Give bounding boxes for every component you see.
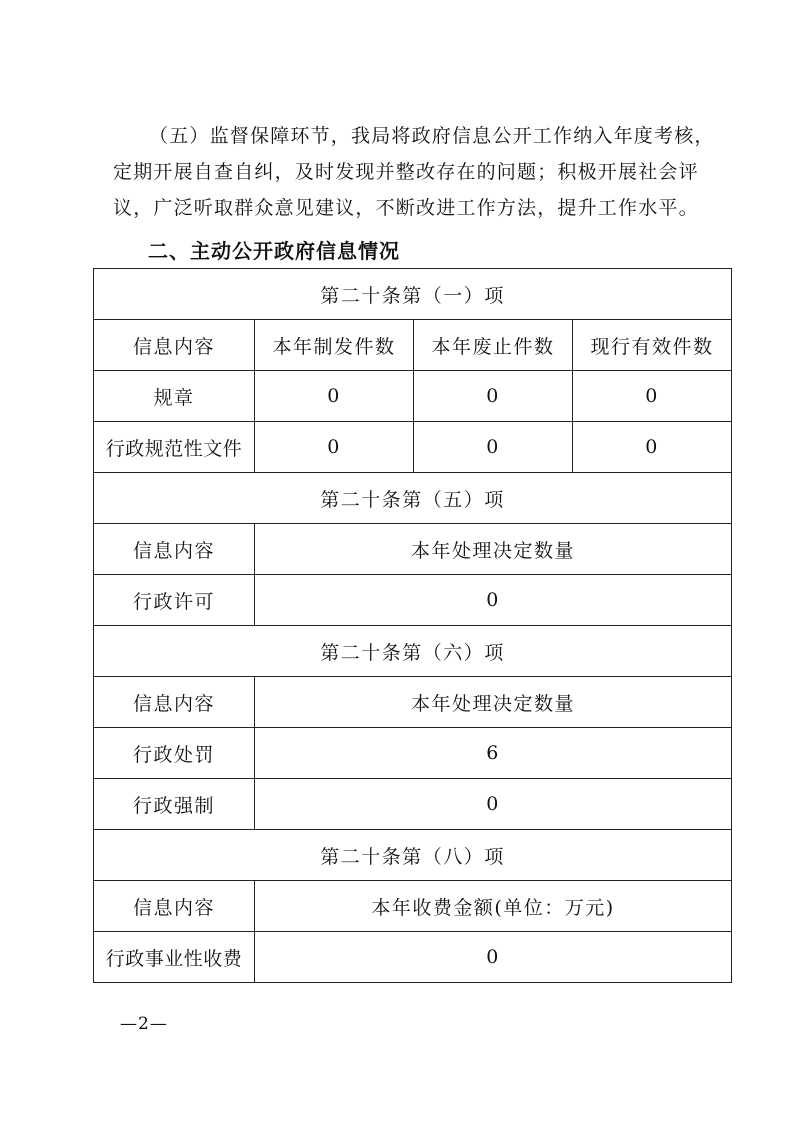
row-value: 0 xyxy=(573,371,732,422)
table-header-row xyxy=(94,524,732,575)
row-value: 0 xyxy=(414,422,573,473)
table-header-row xyxy=(94,320,732,371)
header-cell: 信息内容 xyxy=(94,320,255,371)
header-cell: 信息内容 xyxy=(94,524,255,575)
table-row xyxy=(94,728,732,779)
table-row xyxy=(94,575,732,626)
disclosure-table xyxy=(93,268,732,983)
header-cell: 本年废止件数 xyxy=(414,320,573,371)
section-title-row xyxy=(94,626,732,677)
header-cell: 信息内容 xyxy=(94,881,255,932)
header-cell: 本年制发件数 xyxy=(255,320,414,371)
section-title: 第二十条第（八）项 xyxy=(94,830,732,881)
section-heading: 二、主动公开政府信息情况 xyxy=(148,239,400,263)
table-row xyxy=(94,779,732,830)
row-value: 6 xyxy=(255,728,732,779)
table-row xyxy=(94,932,732,983)
table-header-row xyxy=(94,677,732,728)
section-title: 第二十条第（六）项 xyxy=(94,626,732,677)
header-cell: 信息内容 xyxy=(94,677,255,728)
row-value: 0 xyxy=(255,932,732,983)
intro-paragraph xyxy=(113,118,725,226)
table-row xyxy=(94,371,732,422)
row-label: 规章 xyxy=(94,371,255,422)
section-title-row xyxy=(94,473,732,524)
row-label: 行政规范性文件 xyxy=(94,422,255,473)
paragraph-line-3: 议，广泛听取群众意见建议，不断改进工作方法，提升工作水平。 xyxy=(113,197,699,219)
section-title-row xyxy=(94,269,732,320)
row-label: 行政事业性收费 xyxy=(94,932,255,983)
page-number: —2— xyxy=(120,1014,168,1034)
table-header-row xyxy=(94,881,732,932)
row-value: 0 xyxy=(414,371,573,422)
row-value: 0 xyxy=(255,371,414,422)
paragraph-line-1: （五）监督保障环节，我局将政府信息公开工作纳入年度考核， xyxy=(149,125,715,147)
row-label: 行政许可 xyxy=(94,575,255,626)
header-cell: 本年处理决定数量 xyxy=(255,677,732,728)
paragraph-line-2: 定期开展自查自纠，及时发现并整改存在的问题；积极开展社会评 xyxy=(113,161,699,183)
header-cell: 本年收费金额(单位：万元) xyxy=(255,881,732,932)
header-cell: 本年处理决定数量 xyxy=(255,524,732,575)
section-title: 第二十条第（五）项 xyxy=(94,473,732,524)
table-row xyxy=(94,422,732,473)
section-title: 第二十条第（一）项 xyxy=(94,269,732,320)
row-label: 行政强制 xyxy=(94,779,255,830)
row-value: 0 xyxy=(255,422,414,473)
header-cell: 现行有效件数 xyxy=(573,320,732,371)
row-value: 0 xyxy=(255,779,732,830)
row-value: 0 xyxy=(255,575,732,626)
row-value: 0 xyxy=(573,422,732,473)
section-title-row xyxy=(94,830,732,881)
row-label: 行政处罚 xyxy=(94,728,255,779)
